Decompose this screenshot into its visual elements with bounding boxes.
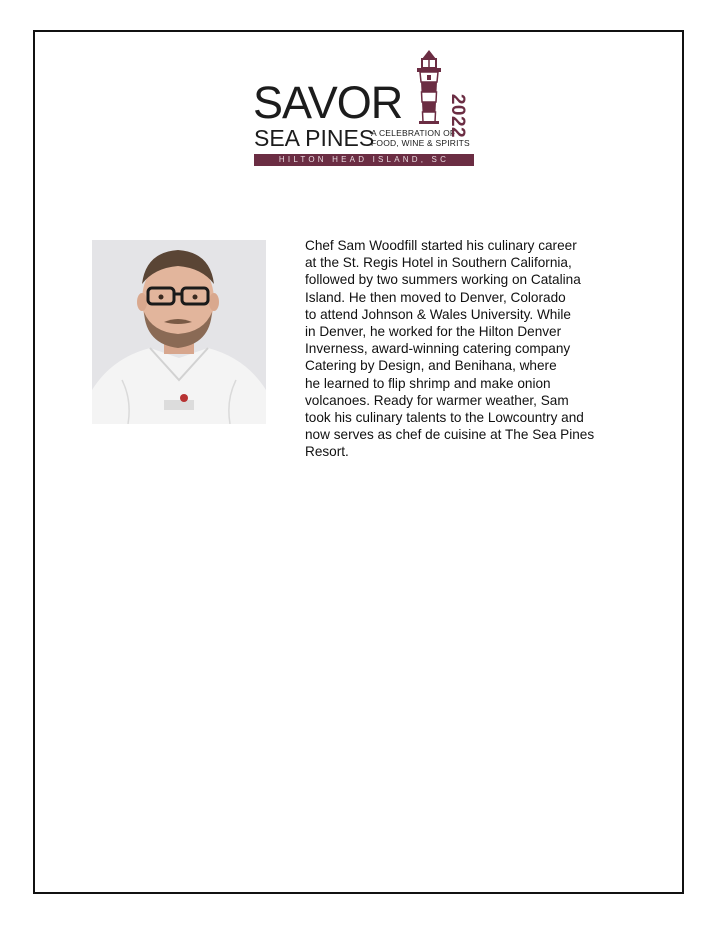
- bio-line: in Denver, he worked for the Hilton Denver: [305, 324, 562, 340]
- chef-portrait-icon: [92, 240, 266, 424]
- bio-line: Catering by Design, and Benihana, where: [305, 358, 557, 374]
- logo-tagline-line2: FOOD, WINE & SPIRITS: [371, 138, 470, 148]
- bio-line: Island. He then moved to Denver, Colorado: [305, 289, 566, 305]
- logo-sea-pines-text: SEA PINES: [254, 125, 375, 151]
- chef-bio: [305, 237, 635, 461]
- bio-line: now serves as chef de cuisine at The Sea Pines: [305, 427, 595, 443]
- logo-tagline-line1: A CELEBRATION OF: [371, 128, 456, 138]
- logo-savor-text: SAVOR: [253, 77, 403, 128]
- bio-line: at the St. Regis Hotel in Southern California,: [305, 255, 572, 271]
- savor-sea-pines-logo: [253, 50, 477, 168]
- logo-year: [447, 94, 467, 138]
- bio-line: volcanoes. Ready for warmer weather, Sam: [305, 392, 569, 408]
- bio-line: to attend Johnson & Wales University. While: [305, 306, 571, 322]
- logo-year-text: 2022: [447, 93, 468, 139]
- bio-line: Inverness, award-winning catering company: [305, 341, 571, 357]
- bio-line: Resort.: [305, 444, 349, 460]
- logo-location-band: HILTON HEAD ISLAND, SC: [254, 154, 474, 166]
- chef-photo: [92, 240, 266, 424]
- bio-line: he learned to flip shrimp and make onion: [305, 375, 551, 391]
- bio-line: took his culinary talents to the Lowcountry and: [305, 410, 584, 426]
- bio-line: Chef Sam Woodfill started his culinary career: [305, 238, 577, 253]
- page-frame: [33, 30, 684, 894]
- lighthouse-icon: [411, 50, 447, 124]
- bio-line: followed by two summers working on Catalina: [305, 272, 581, 288]
